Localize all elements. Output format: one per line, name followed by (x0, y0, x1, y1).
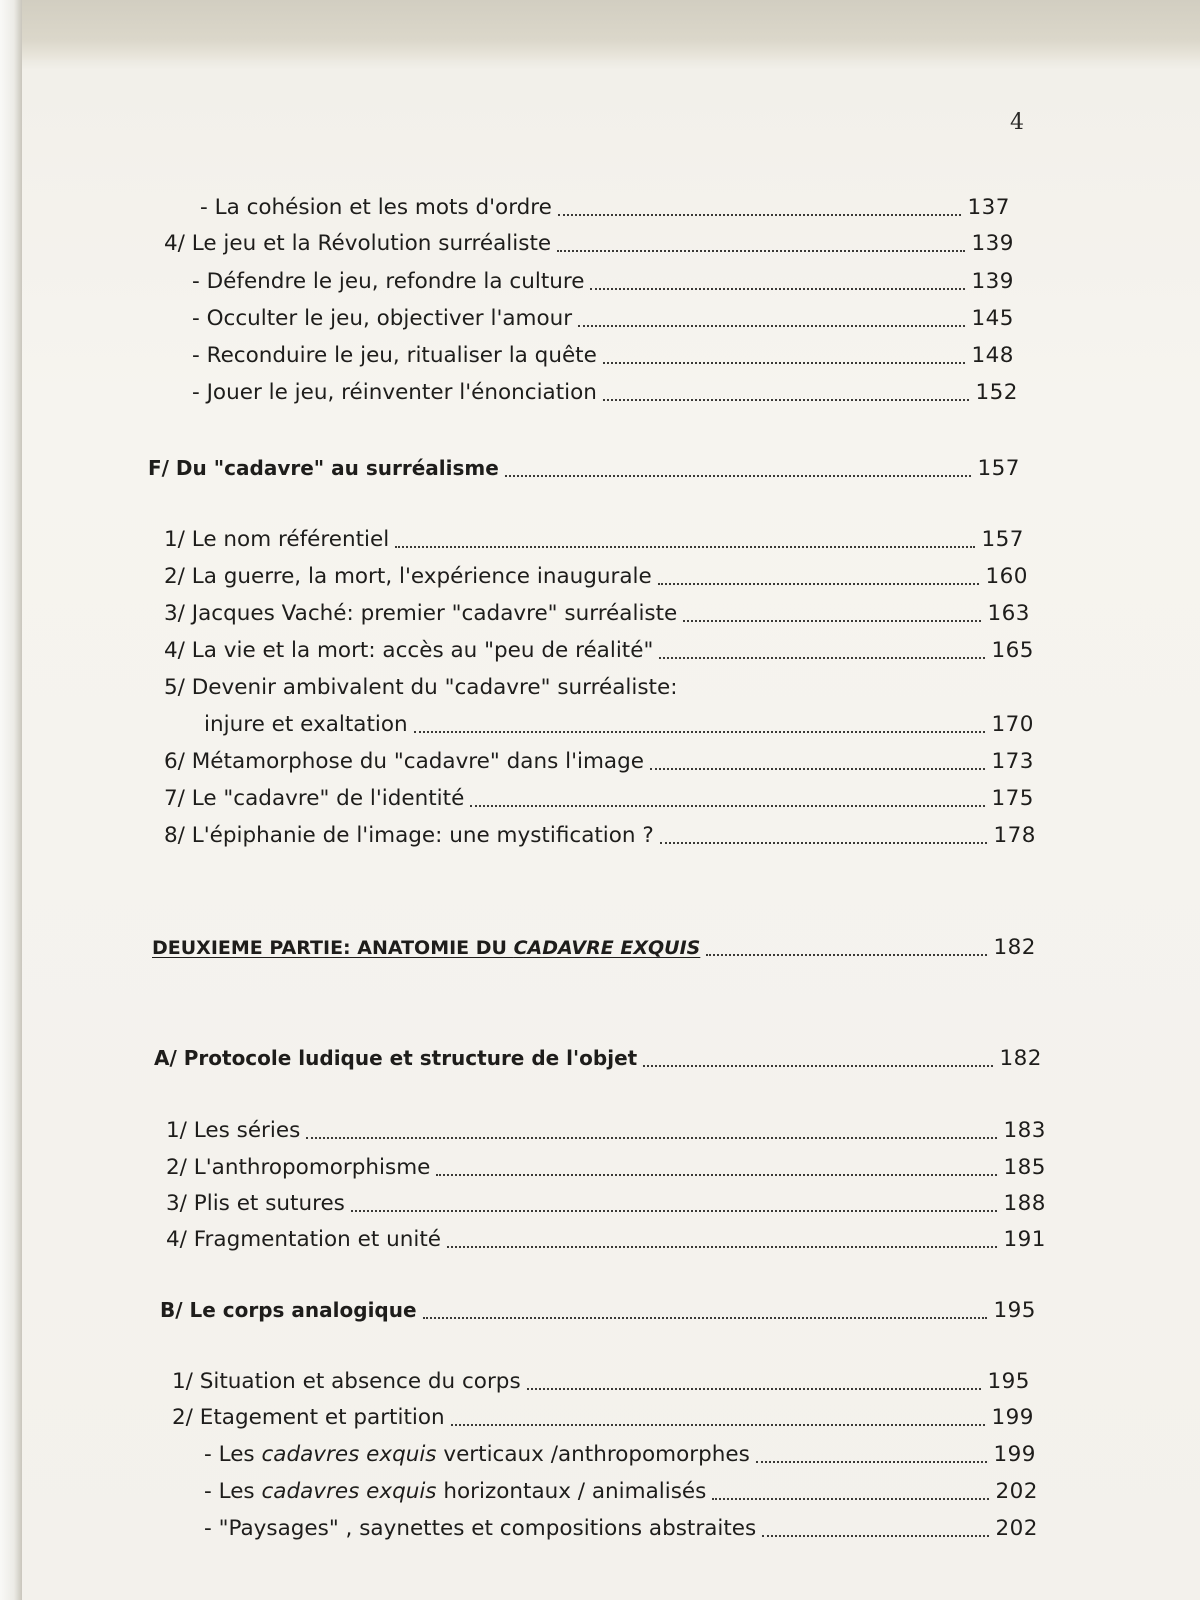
toc-entry (192, 342, 1014, 370)
toc-entry (164, 526, 1024, 554)
title-prefix: - Les (204, 1479, 262, 1504)
title-prefix: - Les (204, 1442, 262, 1467)
toc-entry (166, 1190, 1046, 1218)
toc-entry (164, 822, 1036, 850)
toc-section-heading (160, 1296, 1036, 1325)
toc-entry-page: 139 (971, 269, 1014, 294)
toc-entry-page: 202 (995, 1479, 1038, 1504)
dot-leader (706, 954, 987, 956)
toc-entry-title: 4/ Le jeu et la Révolution surréaliste (164, 231, 552, 256)
toc-entry-page: 157 (981, 527, 1024, 552)
dot-leader (658, 583, 980, 585)
dot-leader (659, 657, 985, 659)
dot-leader (351, 1210, 998, 1212)
toc-entry-title: - Jouer le jeu, réinventer l'énonciation (192, 380, 597, 405)
toc-entry-page: 145 (971, 306, 1014, 331)
toc-entry-title: 4/ La vie et la mort: accès au "peu de réalité" (164, 638, 654, 663)
toc-entry-page: 170 (991, 712, 1034, 737)
toc-entry-title: 4/ Fragmentation et unité (166, 1227, 442, 1252)
toc-entry (192, 379, 1018, 407)
dot-leader (590, 288, 965, 290)
toc-entry (164, 748, 1034, 776)
page-number: 4 (1010, 110, 1024, 135)
title-suffix: verticaux /anthropomorphes (436, 1442, 750, 1467)
toc-entry (164, 785, 1034, 813)
toc-entry-title: - Défendre le jeu, refondre la culture (192, 269, 585, 294)
toc-entry-page: 188 (1003, 1191, 1046, 1216)
toc-entry-title: A/ Protocole ludique et structure de l'objet (154, 1046, 638, 1070)
toc-entry-page: 185 (1003, 1155, 1046, 1180)
toc-entry-page: 191 (1003, 1227, 1046, 1252)
toc-entry-title: - La cohésion et les mots d'ordre (200, 195, 552, 220)
toc-entry (204, 1441, 1036, 1469)
toc-entry (164, 230, 1014, 258)
toc-entry-title: 1/ Situation et absence du corps (172, 1369, 521, 1394)
toc-entry (164, 637, 1034, 665)
toc-entry (204, 711, 1034, 739)
toc-entry-title: 2/ La guerre, la mort, l'expérience inaugurale (164, 564, 652, 589)
toc-entry-title: 6/ Métamorphose du "cadavre" dans l'image (164, 749, 644, 774)
dot-leader (578, 325, 965, 327)
toc-entry-title: 1/ Le nom référentiel (164, 527, 390, 552)
toc-entry-title: - "Paysages" , saynettes et compositions abstraites (204, 1516, 757, 1541)
toc-entry-page: 195 (987, 1369, 1030, 1394)
toc-entry (172, 1368, 1030, 1396)
toc-entry (192, 305, 1014, 333)
dot-leader (451, 1424, 986, 1426)
toc-part-title (152, 934, 700, 962)
title-italic: cadavres exquis (261, 1442, 437, 1467)
toc-entry-title: 8/ L'épiphanie de l'image: une mystification ? (164, 823, 654, 848)
dot-leader (414, 731, 986, 733)
toc-entry-page: 139 (971, 231, 1014, 256)
toc-entry-page: 160 (985, 564, 1028, 589)
toc-entry-title: F/ Du "cadavre" au surréalisme (148, 456, 499, 480)
toc-entry-page: 195 (993, 1298, 1036, 1323)
dot-leader (423, 1317, 988, 1319)
toc-entry-title (204, 1478, 706, 1506)
toc-entry-title: injure et exaltation (204, 712, 408, 737)
toc-entry (204, 1478, 1038, 1506)
toc-entry (204, 1515, 1038, 1543)
dot-leader (395, 546, 975, 548)
toc-entry-page: 182 (993, 935, 1036, 960)
dot-leader (436, 1174, 997, 1176)
toc-entry-title: - Reconduire le jeu, ritualiser la quête (192, 343, 597, 368)
toc-entry-page: 157 (977, 456, 1020, 481)
toc-entry-page: 163 (987, 601, 1030, 626)
toc-entry (172, 1404, 1034, 1432)
toc-entry-page: 199 (991, 1405, 1034, 1430)
toc-entry (166, 1117, 1046, 1145)
toc-entry-title: 2/ Etagement et partition (172, 1405, 445, 1430)
toc-entry-page: 199 (993, 1442, 1036, 1467)
dot-leader (306, 1137, 997, 1139)
toc-entry-page: 183 (1003, 1118, 1046, 1143)
toc-entry (200, 194, 1010, 222)
toc-entry (192, 268, 1014, 296)
toc-entry (164, 563, 1028, 591)
toc-entry-title: 3/ Jacques Vaché: premier "cadavre" surréaliste (164, 601, 678, 626)
toc-entry-page: 148 (971, 343, 1014, 368)
dot-leader (643, 1065, 993, 1067)
toc-entry-page: 152 (975, 380, 1018, 405)
dot-leader (683, 620, 981, 622)
toc-entry-title: 5/ Devenir ambivalent du "cadavre" surréaliste: (164, 675, 678, 700)
toc-part-heading (152, 934, 1036, 962)
dot-leader (603, 399, 970, 401)
dot-leader (756, 1461, 988, 1463)
toc-entry-title: 7/ Le "cadavre" de l'identité (164, 786, 465, 811)
part-title-text: DEUXIEME PARTIE: ANATOMIE DU (152, 937, 514, 959)
dot-leader (712, 1498, 989, 1500)
title-suffix: horizontaux / animalisés (436, 1479, 707, 1504)
toc-entry-title: B/ Le corps analogique (160, 1298, 417, 1322)
dot-leader (660, 842, 988, 844)
title-italic: cadavres exquis (261, 1479, 437, 1504)
toc-entry-title (204, 1441, 750, 1469)
toc-section-heading (154, 1044, 1042, 1073)
dot-leader (470, 805, 985, 807)
toc-entry-page: 182 (999, 1046, 1042, 1071)
toc-section-heading (148, 454, 1020, 483)
toc-entry-page: 173 (991, 749, 1034, 774)
toc-entry-page: 137 (967, 195, 1010, 220)
part-title-italic: CADAVRE EXQUIS (513, 937, 701, 959)
page-top-shadow (22, 0, 1200, 60)
toc-entry-page: 178 (993, 823, 1036, 848)
toc-entry (166, 1226, 1046, 1254)
toc-entry (164, 600, 1030, 628)
page-left-edge (0, 0, 22, 1600)
toc-entry-page: 165 (991, 638, 1034, 663)
toc-entry-title: 2/ L'anthropomorphisme (166, 1155, 431, 1180)
toc-entry-title: - Occulter le jeu, objectiver l'amour (192, 306, 573, 331)
dot-leader (447, 1246, 997, 1248)
toc-entry-title: 3/ Plis et sutures (166, 1191, 345, 1216)
dot-leader (603, 362, 966, 364)
dot-leader (505, 475, 972, 477)
dot-leader (558, 214, 962, 216)
dot-leader (557, 250, 965, 252)
toc-entry (166, 1154, 1046, 1182)
toc-entry-title: 1/ Les séries (166, 1118, 301, 1143)
dot-leader (762, 1535, 989, 1537)
toc-entry-page: 175 (991, 786, 1034, 811)
dot-leader (650, 768, 985, 770)
toc-entry-page: 202 (995, 1516, 1038, 1541)
dot-leader (527, 1388, 982, 1390)
